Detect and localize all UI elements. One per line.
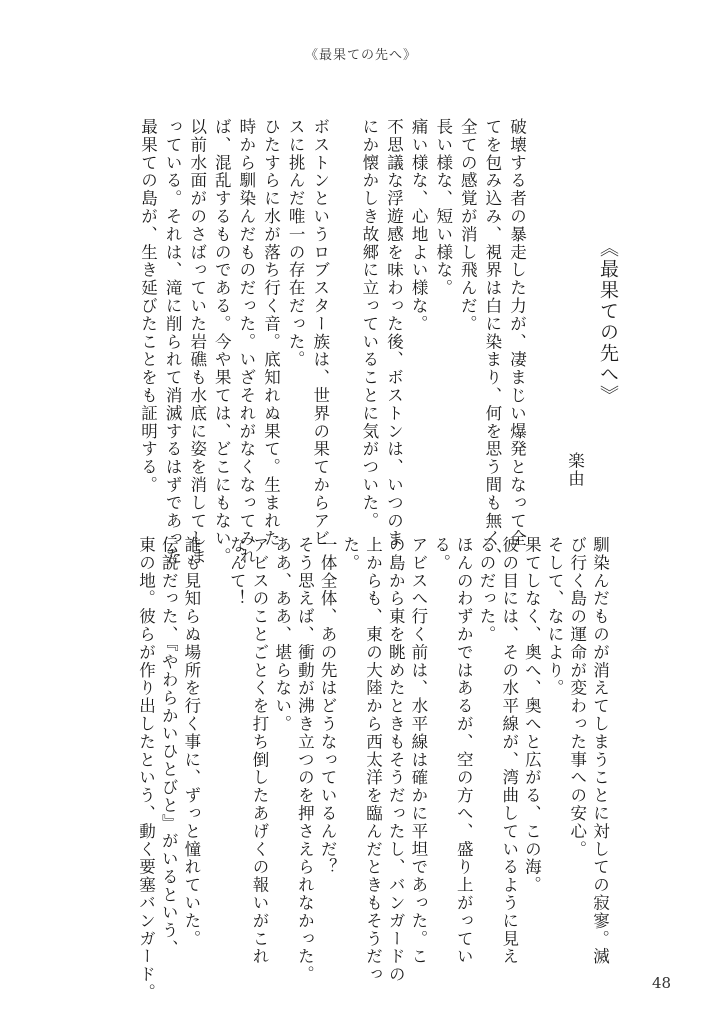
text-column: 時から馴染んだものだった。いざそれがなくなってみれ (236, 118, 256, 566)
text-column: 馴染んだものが消えてしまうことに対しての寂寥。滅 (590, 536, 610, 966)
text-column: そして、なにより。 (545, 536, 565, 698)
text-column: 以前水面がのさばっていた岩礁も水底に姿を消してしま (187, 118, 207, 566)
text-column: た。 (340, 536, 360, 572)
text-column: 伝説だった、『やわらかいひとびと』がいるという、 (159, 536, 179, 958)
author-name: 楽由 (565, 452, 585, 488)
text-column: 一体全体、あの先はどうなっているんだ？ (318, 536, 338, 877)
text-column: 痛い様な、心地よい様な。 (409, 118, 429, 333)
text-column: ひたすらに水が落ち行く音。底知れぬ果て。生まれた (261, 118, 281, 548)
page-number: 48 (652, 974, 672, 992)
text-column: 全ての感覚が消し飛んだ。 (458, 118, 478, 333)
text-column: るのだった。 (477, 536, 496, 644)
text-column: 破壊する者の暴走した力が、凄まじい爆発となって全 (507, 118, 527, 548)
text-column: 東の地。彼らが作り出したという、動く要塞バンガード。 (136, 536, 156, 1002)
text-column: にか懐かしき故郷に立っていることに気がついた。 (359, 118, 379, 530)
text-column: 果てしなく、奥へ、奥へと広がる、この海。 (522, 536, 542, 894)
text-column: そう思えば、衝動が沸き立つのを押さえられなかった。 (295, 536, 315, 984)
story-title: 《最果ての先へ》 (597, 238, 619, 406)
text-column: 彼の目には、その水平線が、湾曲しているように見え (499, 536, 519, 966)
text-column: ば、混乱するものである。今や果ては、どこにもない。 (212, 118, 232, 566)
text-column: 上からも、東の大陸から西太洋を臨んだときもそうだっ (363, 536, 383, 984)
text-column: アビスのことごとくを打ち倒したあげくの報いがこれ (250, 536, 269, 966)
text-column: スに挑んだ唯一の存在だった。 (286, 118, 306, 369)
text-column: 長い様な、短い様な。 (433, 118, 453, 297)
text-column: の島から東を眺めたときもそうだったし、バンガードの (386, 536, 406, 984)
running-header: 《最果ての先へ》 (304, 48, 417, 63)
text-column: び行く島の運命が変わった事への安心。 (567, 536, 587, 859)
text-column: る。 (431, 536, 451, 572)
text-column: 最果ての島が、生き延びたことをも証明する。 (138, 118, 158, 494)
text-column: っている。それは、滝に削られて消滅するはずであった (163, 118, 183, 566)
text-column: てを包み込み、視界は白に染まり、何を思う間も無く、 (482, 118, 502, 566)
text-column: ボストンというロブスター族は、世界の果てからアビ (310, 118, 330, 548)
text-column: 誰も見知らぬ場所を行く事に、ずっと憧れていた。 (181, 536, 201, 948)
text-column: アビスへ行く前は、水平線は確かに平坦であった。こ (408, 536, 428, 966)
text-column: なんて！ (227, 536, 247, 608)
text-column: ほんのわずかではあるが、空の方へ、盛り上がってい (454, 536, 474, 966)
text-column: 不思議な浮遊感を味わった後、ボストンは、いつのま (384, 118, 404, 548)
text-column: ああ、ああ、堪らない。 (272, 536, 292, 733)
